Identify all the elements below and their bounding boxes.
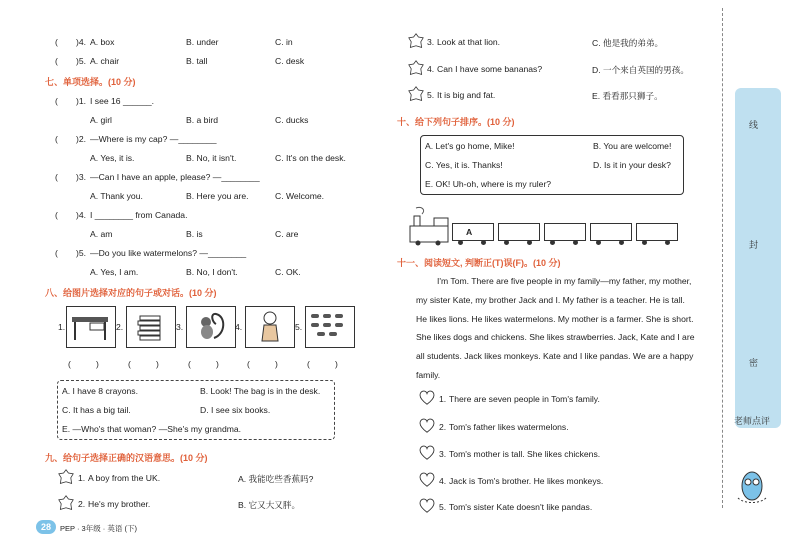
passage-line: family. bbox=[416, 370, 441, 380]
flower-answer-icon[interactable] bbox=[408, 33, 424, 49]
chinese-option: A. 我能吃些香蕉吗? bbox=[238, 474, 314, 484]
question-number: )5. bbox=[76, 248, 87, 258]
flower-answer-icon[interactable] bbox=[58, 469, 74, 485]
squirrel-icon bbox=[192, 310, 228, 342]
chinese-option: C. 他是我的弟弟。 bbox=[592, 38, 664, 48]
option-a: A. am bbox=[90, 229, 113, 239]
side-label-secret: 密 bbox=[749, 358, 759, 368]
option-a: A. chair bbox=[90, 56, 120, 66]
item-number: 4. bbox=[427, 64, 435, 74]
flower-answer-icon[interactable] bbox=[58, 495, 74, 511]
heart-answer-icon[interactable] bbox=[418, 445, 436, 461]
answer-paren[interactable]: ( bbox=[128, 359, 131, 369]
question-number: )4. bbox=[76, 210, 87, 220]
option-b: B. is bbox=[186, 229, 203, 239]
section-11-title: 十一、阅读短文, 判断正(T)误(F)。(10 分) bbox=[397, 258, 561, 268]
train-car-blank[interactable] bbox=[636, 223, 678, 241]
answer-paren[interactable]: ( bbox=[55, 134, 58, 144]
answer-paren[interactable]: ( bbox=[307, 359, 310, 369]
item-number: 3. bbox=[427, 37, 435, 47]
wheel bbox=[619, 240, 624, 245]
option-b: B. No, it isn't. bbox=[186, 153, 237, 163]
grandma-icon bbox=[254, 309, 286, 343]
item-number: 1. bbox=[78, 473, 86, 483]
page-number: 28 bbox=[36, 520, 56, 534]
item-number: 2. bbox=[439, 422, 447, 432]
section-9-title: 九、给句子选择正确的汉语意思。(10 分) bbox=[45, 453, 208, 463]
answer-paren-close: ) bbox=[216, 359, 219, 369]
option-b: B. Here you are. bbox=[186, 191, 249, 201]
question-text: I ________ from Canada. bbox=[90, 210, 188, 220]
english-sentence: Can I have some bananas? bbox=[437, 64, 543, 74]
sentence-b: B. You are welcome! bbox=[593, 141, 672, 151]
question-text: —Can I have an apple, please? —________ bbox=[90, 172, 260, 182]
option-c: C. It's on the desk. bbox=[275, 153, 346, 163]
side-panel bbox=[735, 88, 781, 428]
answer-paren-close: ) bbox=[96, 359, 99, 369]
option-a: A. Thank you. bbox=[90, 191, 143, 201]
item-number: 5. bbox=[427, 90, 435, 100]
books-icon bbox=[134, 312, 166, 342]
wheel bbox=[527, 240, 532, 245]
option-c: C. It has a big tail. bbox=[62, 405, 131, 415]
chinese-option: B. 它又大又胖。 bbox=[238, 500, 301, 510]
wheel bbox=[458, 240, 463, 245]
english-sentence: A boy from the UK. bbox=[88, 473, 161, 483]
wheel bbox=[596, 240, 601, 245]
question-number: )4. bbox=[76, 37, 87, 47]
train-engine-icon bbox=[408, 206, 452, 246]
english-sentence: He's my brother. bbox=[88, 499, 151, 509]
option-b: B. tall bbox=[186, 56, 208, 66]
statement: Tom's father likes watermelons. bbox=[449, 422, 569, 432]
question-number: )1. bbox=[76, 96, 87, 106]
teacher-review-label: 老师点评 bbox=[734, 416, 771, 426]
item-number: 2. bbox=[78, 499, 86, 509]
sentence-c: C. Yes, it is. Thanks! bbox=[425, 160, 503, 170]
mascot-icon bbox=[734, 466, 770, 506]
answer-paren[interactable]: ( bbox=[188, 359, 191, 369]
passage-line: I'm Tom. There are five people in my family—my father, my mother, bbox=[437, 276, 692, 286]
option-a: A. Yes, it is. bbox=[90, 153, 135, 163]
train-car-first-label: A bbox=[466, 227, 473, 237]
sentence-d: D. Is it in your desk? bbox=[593, 160, 671, 170]
item-number: 3. bbox=[439, 449, 447, 459]
wheel bbox=[642, 240, 647, 245]
paren-q6-5[interactable]: ( bbox=[55, 56, 58, 66]
answer-paren-close: ) bbox=[275, 359, 278, 369]
sentence-a: A. Let's go home, Mike! bbox=[425, 141, 515, 151]
wheel bbox=[504, 240, 509, 245]
answer-paren[interactable]: ( bbox=[55, 210, 58, 220]
cut-line bbox=[722, 8, 723, 508]
side-label-seal: 封 bbox=[749, 240, 759, 250]
heart-answer-icon[interactable] bbox=[418, 390, 436, 406]
heart-answer-icon[interactable] bbox=[418, 418, 436, 434]
option-b: B. Look! The bag is in the desk. bbox=[200, 386, 321, 396]
sentence-e: E. OK! Uh-oh, where is my ruler? bbox=[425, 179, 552, 189]
item-number: 5. bbox=[439, 502, 447, 512]
statement: Tom's sister Kate doesn't like pandas. bbox=[449, 502, 593, 512]
wheel bbox=[665, 240, 670, 245]
option-b: B. under bbox=[186, 37, 219, 47]
chinese-option: E. 看看那只狮子。 bbox=[592, 91, 663, 101]
statement: Tom's mother is tall. She likes chickens. bbox=[449, 449, 601, 459]
passage-line: my sister Kate, my brother Jack and I. My father is a teacher. He is tall. bbox=[416, 294, 685, 305]
question-number: )3. bbox=[76, 172, 87, 182]
train-car-blank[interactable] bbox=[544, 223, 586, 241]
heart-answer-icon[interactable] bbox=[418, 498, 436, 514]
question-text: —Do you like watermelons? —________ bbox=[90, 248, 247, 258]
statement: There are seven people in Tom's family. bbox=[449, 394, 600, 404]
item-number: 1. bbox=[439, 394, 447, 404]
answer-paren[interactable]: ( bbox=[55, 96, 58, 106]
question-number: )2. bbox=[76, 134, 87, 144]
heart-answer-icon[interactable] bbox=[418, 472, 436, 488]
picture-number: 5. bbox=[295, 322, 303, 332]
picture-number: 3. bbox=[176, 322, 184, 332]
section-10-title: 十、给下列句子排序。(10 分) bbox=[397, 117, 515, 127]
option-c: C. ducks bbox=[275, 115, 309, 125]
desk-icon bbox=[70, 311, 110, 341]
option-e: E. —Who's that woman? —She's my grandma. bbox=[62, 424, 242, 434]
option-c: C. Welcome. bbox=[275, 191, 325, 201]
option-d: D. I see six books. bbox=[200, 405, 271, 415]
option-c: C. are bbox=[275, 229, 299, 239]
option-a: A. Yes, I am. bbox=[90, 267, 139, 277]
paren-q6-4[interactable]: ( bbox=[55, 37, 58, 47]
wheel bbox=[573, 240, 578, 245]
train-car-blank[interactable] bbox=[498, 223, 540, 241]
option-c: C. desk bbox=[275, 56, 305, 66]
passage-line: He likes lions. He likes watermelons. My mother is a farmer. She is short. bbox=[416, 313, 694, 324]
answer-paren[interactable]: ( bbox=[247, 359, 250, 369]
crayons-icon bbox=[309, 311, 351, 341]
side-label-line: 线 bbox=[749, 120, 759, 130]
picture-number: 4. bbox=[235, 322, 243, 332]
flower-answer-icon[interactable] bbox=[408, 86, 424, 102]
wheel bbox=[481, 240, 486, 245]
picture-number: 1. bbox=[58, 322, 66, 332]
option-c: C. OK. bbox=[275, 267, 301, 277]
answer-paren[interactable]: ( bbox=[55, 172, 58, 182]
option-b: B. a bird bbox=[186, 115, 219, 125]
passage-line: She likes dogs and chickens. She likes strawberries. Jack, Kate and I are bbox=[416, 332, 695, 343]
option-a: A. I have 8 crayons. bbox=[62, 386, 138, 396]
option-b: B. No, I don't. bbox=[186, 267, 238, 277]
english-sentence: It is big and fat. bbox=[437, 90, 496, 100]
option-c: C. in bbox=[275, 37, 293, 47]
flower-answer-icon[interactable] bbox=[408, 60, 424, 76]
wheel bbox=[550, 240, 555, 245]
question-text: —Where is my cap? —________ bbox=[90, 134, 217, 144]
section-8-title: 八、给图片选择对应的句子或对话。(10 分) bbox=[45, 288, 217, 298]
passage-line: all students. Jack likes monkeys. Kate and I like pandas. We are a happy bbox=[416, 351, 694, 362]
option-a: A. box bbox=[90, 37, 115, 47]
english-sentence: Look at that lion. bbox=[437, 37, 501, 47]
train-car-blank[interactable] bbox=[590, 223, 632, 241]
train-car-blank[interactable] bbox=[452, 223, 494, 241]
statement: Jack is Tom's brother. He likes monkeys. bbox=[449, 476, 604, 486]
item-number: 4. bbox=[439, 476, 447, 486]
option-a: A. girl bbox=[90, 115, 112, 125]
question-text: I see 16 ______. bbox=[90, 96, 155, 106]
picture-number: 2. bbox=[116, 322, 124, 332]
question-number: )5. bbox=[76, 56, 87, 66]
answer-paren-close: ) bbox=[335, 359, 338, 369]
footer-text: PEP · 3年级 · 英语 (下) bbox=[60, 524, 137, 533]
chinese-option: D. 一个来自英国的男孩。 bbox=[592, 65, 689, 75]
answer-paren[interactable]: ( bbox=[68, 359, 71, 369]
section-7-title: 七、单项选择。(10 分) bbox=[45, 77, 136, 87]
answer-paren-close: ) bbox=[156, 359, 159, 369]
answer-paren[interactable]: ( bbox=[55, 248, 58, 258]
